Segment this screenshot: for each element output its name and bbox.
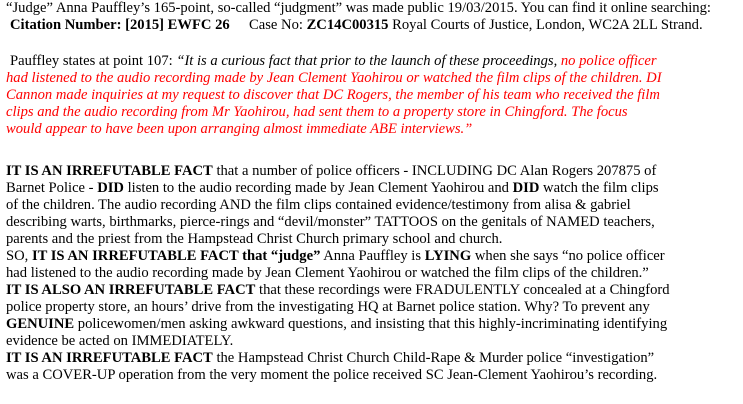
also-line-3: GENUINE policewomen/men asking awkward questions, and insisting that this highly-incriminating identifying bbox=[6, 316, 668, 332]
body-line-4: describing warts, birthmarks, pierce-rings and “devil/monster” TATTOOS on the genitals of NAMED teachers, bbox=[6, 214, 655, 230]
body-line-5: parents and the priest from the Hampstead Christ Church primary school and church. bbox=[6, 231, 503, 247]
court-address: Royal Courts of Justice, London, WC2A 2LL Strand. bbox=[388, 17, 703, 33]
also-line-2: police property store, an hours’ drive from the investigating HQ at Barnet police station. Why? To prevent any bbox=[6, 299, 650, 315]
case-number: ZC14C00315 bbox=[306, 17, 389, 33]
body-line-1: IT IS AN IRREFUTABLE FACT that a number of police officers - INCLUDING DC Alan Rogers 207875 of bbox=[6, 163, 657, 179]
quote-line-2: had listened to the audio recording made by Jean Clement Yaohirou or watched the film clips of the children. DI bbox=[6, 70, 662, 86]
quote-line-3: Cannon made inquiries at my request to discover that DC Rogers, the member of his team who received the film bbox=[6, 87, 660, 103]
last-line-1: IT IS AN IRREFUTABLE FACT the Hampstead Christ Church Child-Rape & Murder police “investigation” bbox=[6, 350, 655, 366]
quote-line-5: would appear to have been upon arranging almost immediate ABE interviews.” bbox=[6, 121, 473, 137]
so-line-2: had listened to the audio recording made by Jean Clement Yaohirou or watched the film clips of the children.” bbox=[6, 265, 649, 281]
body-line-3: of the children. The audio recording AND the film clips contained evidence/testimony from alisa & gabriel bbox=[6, 197, 631, 213]
also-line-4: evidence be acted on IMMEDIATELY. bbox=[6, 333, 234, 349]
header-line-1 bbox=[6, 0, 711, 17]
citation-number: Citation Number: [2015] EWFC 26 bbox=[10, 17, 230, 33]
body-line-2: Barnet Police - DID listen to the audio recording made by Jean Clement Yaohirou and DID watch the film clips bbox=[6, 180, 659, 196]
quote-line-4: clips and the audio recording from Mr Yaohirou, had sent them to a property store in Chingford. The focus bbox=[6, 104, 628, 120]
quote-line-1: Pauffley states at point 107: “It is a curious fact that prior to the launch of these proceedings, no police officer bbox=[10, 53, 657, 69]
quote-intro: Pauffley states at point 107: bbox=[10, 53, 177, 69]
so-line-1: SO, IT IS AN IRREFUTABLE FACT that “judge” Anna Pauffley is LYING when she says “no police officer bbox=[6, 248, 665, 264]
case-label: Case No: bbox=[249, 17, 307, 33]
header-line-2 bbox=[10, 17, 703, 34]
also-line-1: IT IS ALSO AN IRREFUTABLE FACT that these recordings were FRADULENTLY concealed at a Chingford bbox=[6, 282, 670, 298]
highlighted-quote: no police officer bbox=[560, 53, 657, 69]
intro-text: “Judge” Anna Pauffley’s 165-point, so-called “judgment” was made public 19/03/2015. You can find it online searching: bbox=[6, 0, 711, 16]
last-line-2: was a COVER-UP operation from the very moment the police received SC Jean-Clement Yaohirou’s recording. bbox=[6, 367, 658, 383]
